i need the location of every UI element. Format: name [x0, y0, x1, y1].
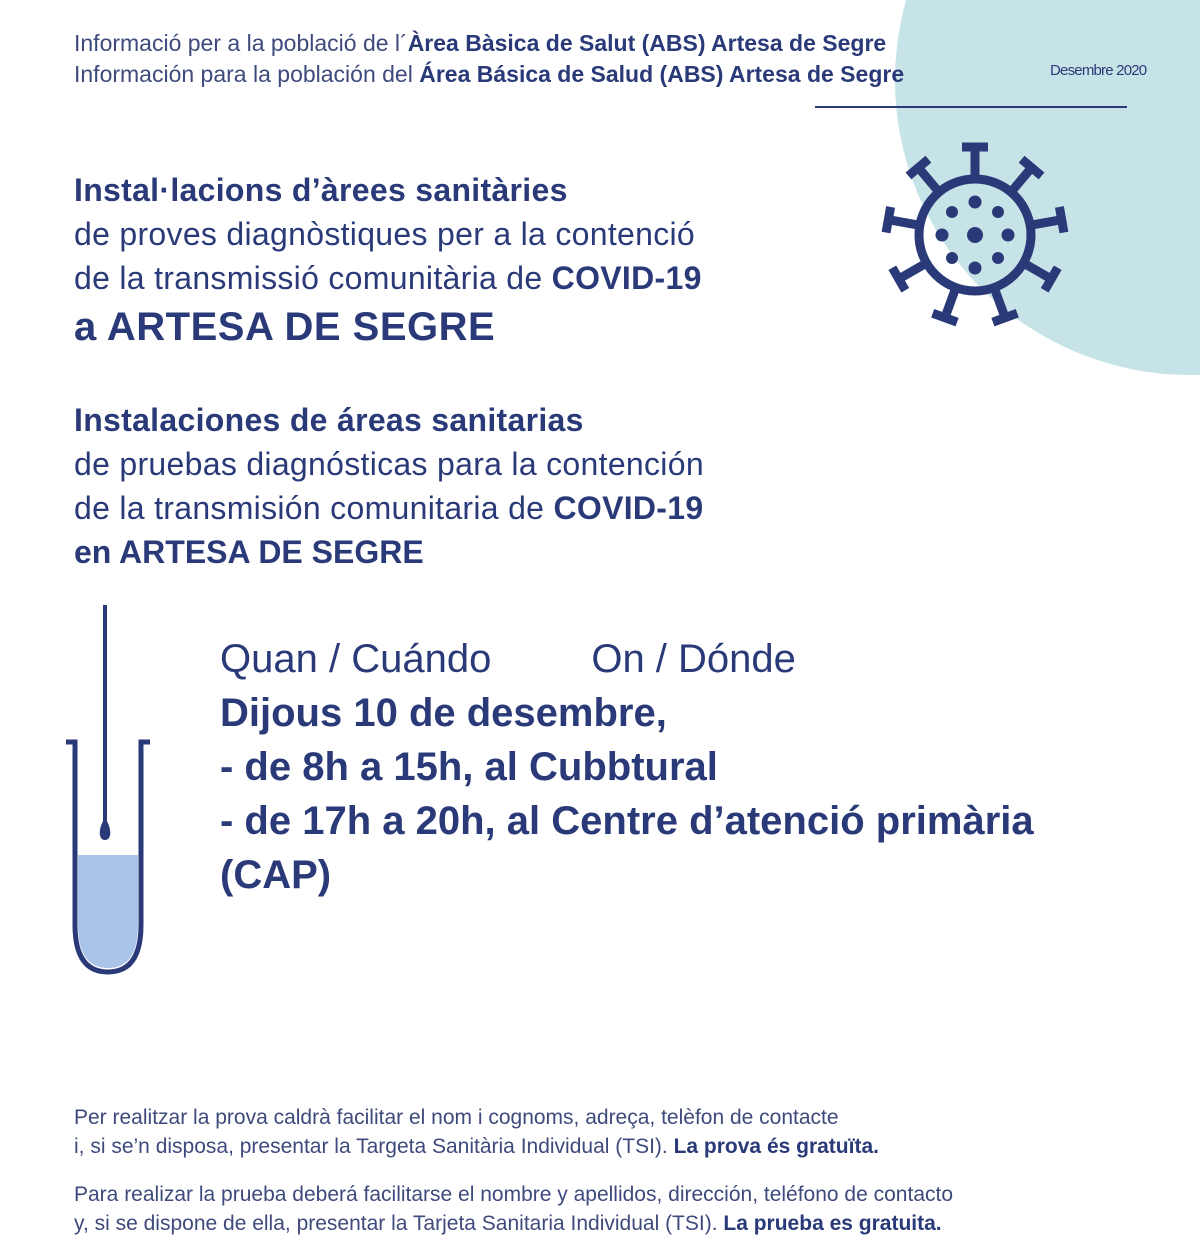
footer-es-free-note: La prueba es gratuita.	[723, 1212, 942, 1235]
title-ca-covid: COVID-19	[551, 260, 702, 296]
header-line-ca	[74, 28, 904, 59]
where-label-ca: On	[591, 637, 645, 681]
virus-icon	[870, 130, 1080, 340]
header-line-ca-prefix: Informació per a la població de l´	[74, 30, 408, 56]
footer-ca-line2-prefix: i, si se’n disposa, presentar la Targeta Sanitària Individual (TSI).	[74, 1135, 674, 1158]
footer-catalan	[74, 1103, 879, 1161]
title-es-line2: de pruebas diagnósticas para la contención	[74, 446, 704, 482]
title-es-line3	[74, 486, 704, 530]
schedule-block	[220, 632, 1034, 902]
footer-ca-free-note: La prova és gratuïta.	[673, 1135, 879, 1158]
when-separator: /	[317, 637, 352, 681]
title-ca-line1: Instal·lacions d’àrees sanitàries	[74, 172, 568, 208]
schedule-slot-2-cont: (CAP)	[220, 853, 332, 897]
when-where-header	[220, 632, 1034, 686]
header-line-ca-bold: Àrea Bàsica de Salut (ABS) Artesa de Segre	[407, 30, 887, 56]
title-es-line3-prefix: de la transmisión comunitaria de	[74, 490, 554, 526]
header-divider	[815, 106, 1127, 108]
header-line-es-prefix: Información para la población del	[74, 61, 420, 87]
swab-test-tube-icon	[60, 600, 160, 980]
header-population-info	[74, 28, 904, 90]
schedule-slot-1: - de 8h a 15h, al Cubbtural	[220, 745, 718, 789]
title-spanish	[74, 398, 704, 574]
schedule-slot-2: - de 17h a 20h, al Centre d’atenció primària	[220, 799, 1034, 843]
when-label-ca: Quan	[220, 637, 318, 681]
footer-es-line2-prefix: y, si se dispone de ella, presentar la Tarjeta Sanitaria Individual (TSI).	[74, 1212, 724, 1235]
publication-date: Desembre 2020	[1050, 62, 1147, 79]
title-ca-line2: de proves diagnòstiques per a la contenció	[74, 216, 696, 252]
title-es-covid: COVID-19	[553, 490, 704, 526]
footer-ca-line1: Per realitzar la prova caldrà facilitar el nom i cognoms, adreça, telèfon de contacte	[74, 1106, 839, 1129]
header-line-es-bold: Área Básica de Salud (ABS) Artesa de Segre	[419, 61, 905, 87]
title-es-location: en ARTESA DE SEGRE	[74, 534, 424, 570]
where-label-es: Dónde	[678, 637, 796, 681]
footer-spanish	[74, 1180, 953, 1238]
title-ca-line3	[74, 256, 702, 300]
title-ca-line3-prefix: de la transmissió comunitària de	[74, 260, 552, 296]
footer-ca-line2	[74, 1132, 879, 1161]
where-separator: /	[644, 637, 679, 681]
title-ca-location: a ARTESA DE SEGRE	[74, 305, 496, 349]
schedule-day: Dijous 10 de desembre,	[220, 691, 667, 735]
footer-es-line1: Para realizar la prueba deberá facilitarse el nombre y apellidos, dirección, teléfono de contacto	[74, 1183, 954, 1206]
title-catalan	[74, 168, 702, 354]
header-line-es	[74, 59, 904, 90]
title-es-line1: Instalaciones de áreas sanitarias	[74, 402, 584, 438]
footer-es-line2	[74, 1209, 953, 1238]
when-label-es: Cuándo	[351, 637, 492, 681]
